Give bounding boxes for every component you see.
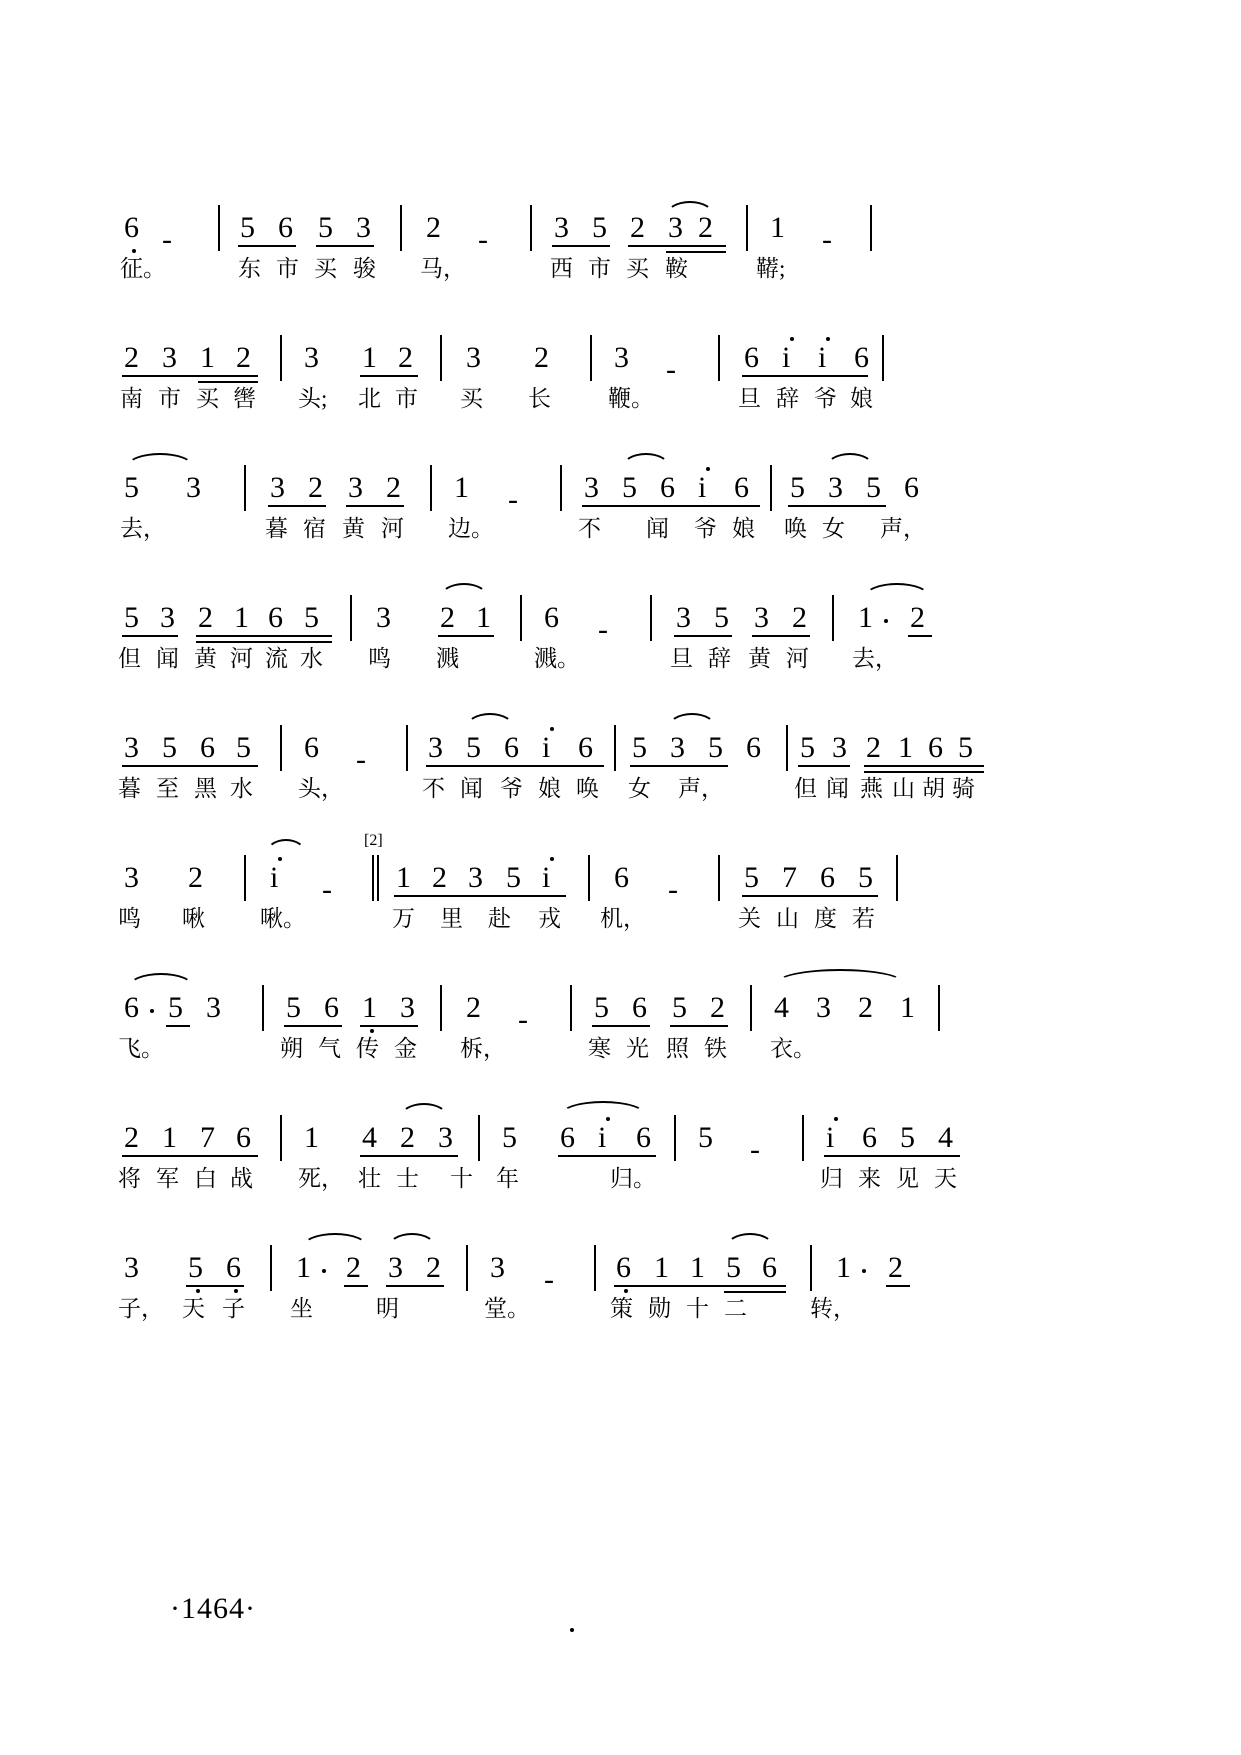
music-system: [110, 832, 875, 975]
music-system: [110, 455, 926, 585]
notation-row: 6 5 3 5 6 1 3 2 - 5 6 5 2 4 3 2 1: [110, 975, 870, 1037]
music-system: [110, 585, 925, 715]
section-marker: [2]: [364, 832, 383, 849]
notation-row: 2 1 7 6 1 4 2 3 5 6 i 6 5 - i 6 5 4: [110, 1105, 870, 1167]
music-system: [110, 195, 870, 325]
music-system: [110, 1105, 957, 1235]
music-system: [110, 325, 873, 455]
lyrics-row: 鸣 啾 啾。 万 里 赴 戎 机， 关 山 度 若: [118, 906, 875, 931]
lyrics-row: 但 闻 黄 河 流 水 鸣 溅 溅。 旦 辞 黄 河 去，: [118, 646, 898, 671]
page-number: ·1464·: [170, 1592, 256, 1625]
notation-row: 3 2 i - [2] 1 2 3 5 i 6 - 5 7 6 5: [110, 845, 870, 907]
notation-row: 2 3 1 2 3 1 2 3 2 3 - 6 i i 6: [110, 325, 870, 387]
music-system: [110, 1235, 903, 1365]
lyrics-row: 子， 天 子 坐 明 堂。 策 勋 十 二 转，: [118, 1296, 856, 1321]
music-system: [110, 715, 975, 845]
notation-row: 5 3 3 2 3 2 1 - 3 5 6 i 6 5 3 5 6: [110, 455, 870, 517]
lyrics-row: 飞。 朔 气 传 金 柝， 寒 光 照 铁 衣。: [118, 1036, 816, 1061]
lyrics-row: 去， 暮 宿 黄 河 边。 不 闻 爷 娘 唤 女 声，: [120, 516, 926, 541]
notation-row: 3 5 6 5 6 - 3 5 6 i 6 5 3 5 6 5 3 2 1 6 5: [110, 715, 870, 777]
lyrics-row: 暮 至 黑 水 头， 不 闻 爷 娘 唤 女 声， 但 闻 燕 山 胡 骑: [118, 776, 975, 801]
lyrics-row: 南 市 买 辔 头; 北 市 买 长 鞭。 旦 辞 爷 娘: [120, 386, 873, 411]
notation-row: 6 - 5 6 5 3 2 - 3 5 2 3 2 1 -: [110, 195, 870, 257]
lyrics-row: 将 军 白 战 死， 壮 士 十 年 归。 归 来 见 天: [118, 1166, 957, 1191]
notation-row: 3 5 6 1 2 3 2 3 - 6 1 1 5 6 1 2: [110, 1235, 870, 1297]
notation-staff-area: [110, 195, 975, 1365]
lyrics-row: 征。 东 市 买 骏 马， 西 市 买 鞍 鞯;: [120, 256, 786, 281]
notation-row: 5 3 2 1 6 5 3 2 1 6 - 3 5 3 2 1 2: [110, 585, 870, 647]
ink-mark: [570, 1628, 574, 1632]
music-system: [110, 975, 915, 1105]
